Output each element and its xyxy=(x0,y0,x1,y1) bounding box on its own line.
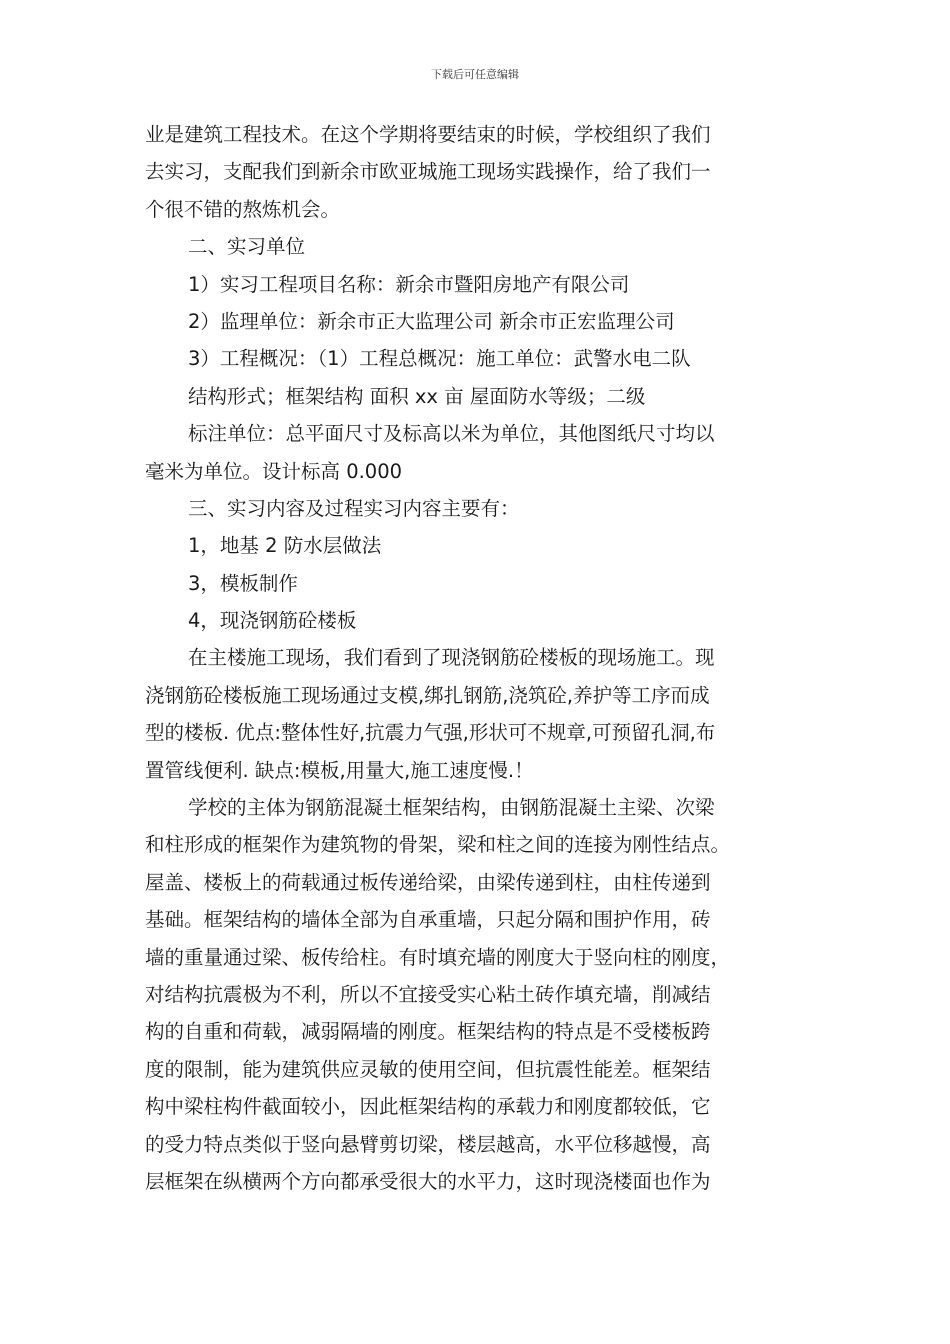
text-line: 型的楼板. 优点:整体性好,抗震力气强,形状可不规章,可预留孔洞,布 xyxy=(145,721,716,745)
text-line: 个很不错的熬炼机会。 xyxy=(145,197,341,221)
text-line: 屋盖、楼板上的荷载通过板传递给梁，由梁传递到柱，由柱传递到 xyxy=(145,870,711,894)
text-line: 学校的主体为钢筋混凝土框架结构，由钢筋混凝土主梁、次梁 xyxy=(188,796,715,820)
text-line: 基础。框架结构的墙体全部为自承重墙，只起分隔和围护作用，砖 xyxy=(145,908,711,932)
text-line: 在主楼施工现场，我们看到了现浇钢筋砼楼板的现场施工。现 xyxy=(188,646,715,670)
text-line: 3）工程概况：（1）工程总概况：施工单位：武警水电二队 xyxy=(188,347,691,371)
text-line: 结构形式；框架结构 面积 xx 亩 屋面防水等级；二级 xyxy=(188,384,646,408)
text-line: 的受力特点类似于竖向悬臂剪切梁，楼层越高，水平位移越慢，高 xyxy=(145,1132,711,1156)
text-line: 度的限制，能为建筑供应灵敏的使用空间，但抗震性能差。框架结 xyxy=(145,1057,711,1081)
text-line: 去实习，支配我们到新余市欧亚城施工现场实践操作，给了我们一 xyxy=(145,160,711,184)
text-line: 置管线便利. 缺点:模板,用量大,施工速度慢.！ xyxy=(145,758,534,782)
text-line: 1）实习工程项目名称：新余市暨阳房地产有限公司 xyxy=(188,272,630,296)
text-line: 浇钢筋砼楼板施工现场通过支模,绑扎钢筋,浇筑砼,养护等工序而成 xyxy=(145,683,710,707)
text-line: 和柱形成的框架作为建筑物的骨架，梁和柱之间的连接为刚性结点。 xyxy=(145,833,731,857)
body-text xyxy=(145,116,825,1200)
text-line: 2）监理单位：新余市正大监理公司 新余市正宏监理公司 xyxy=(188,309,675,333)
text-line: 墙的重量通过梁、板传给柱。有时填充墙的刚度大于竖向柱的刚度， xyxy=(145,945,731,969)
text-line: 构中梁柱构件截面较小，因此框架结构的承载力和刚度都较低，它 xyxy=(145,1095,711,1119)
text-line: 构的自重和荷载，减弱隔墙的刚度。框架结构的特点是不受楼板跨 xyxy=(145,1020,711,1044)
text-line: 层框架在纵横两个方向都承受很大的水平力，这时现浇楼面也作为 xyxy=(145,1169,711,1193)
header-note: 下载后可任意编辑 xyxy=(431,68,519,81)
text-line: 3，模板制作 xyxy=(188,571,298,595)
text-line: 1，地基 2 防水层做法 xyxy=(188,534,382,558)
text-line: 标注单位：总平面尺寸及标高以米为单位，其他图纸尺寸均以 xyxy=(188,422,715,446)
text-line: 业是建筑工程技术。在这个学期将要结束的时候，学校组织了我们 xyxy=(145,123,711,146)
text-line: 毫米为单位。设计标高 0.000 xyxy=(145,459,403,483)
text-line: 4，现浇钢筋砼楼板 xyxy=(188,609,357,633)
text-line: 二、实习单位 xyxy=(188,235,306,259)
text-line: 对结构抗震极为不利，所以不宜接受实心粘土砖作填充墙，削减结 xyxy=(145,982,711,1006)
text-line: 三、实习内容及过程实习内容主要有： xyxy=(188,496,520,520)
